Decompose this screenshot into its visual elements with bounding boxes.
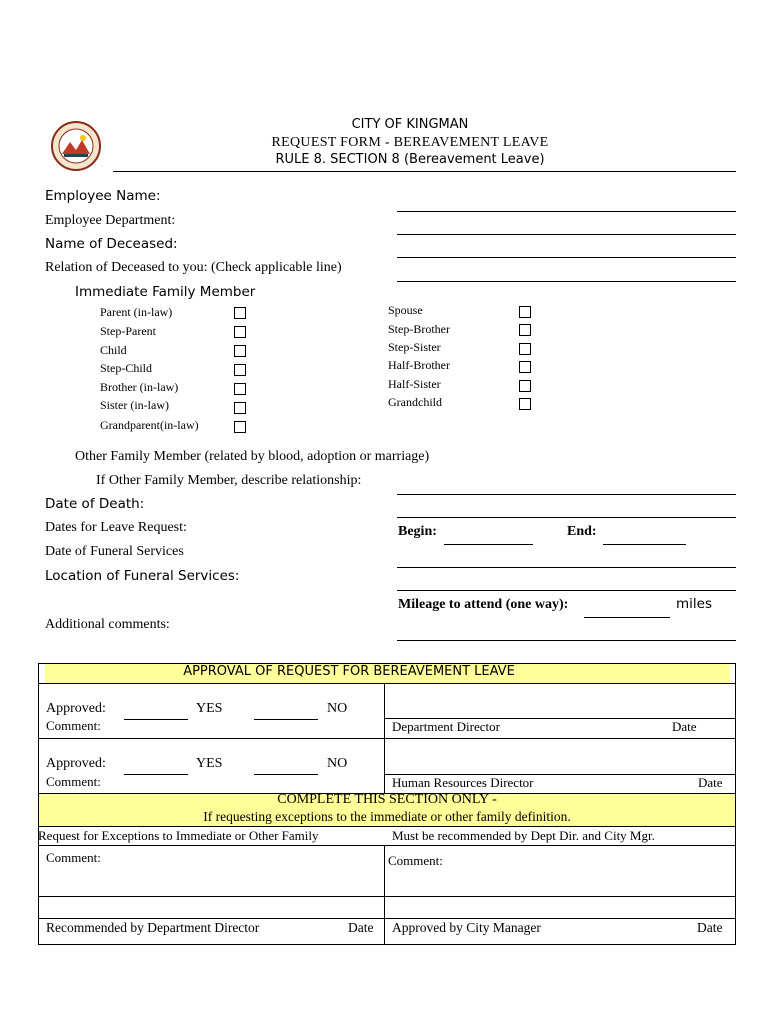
funeral-location-input-line[interactable] [397, 590, 736, 591]
yes-label-1: YES [196, 701, 223, 716]
approval-title: APPROVAL OF REQUEST FOR BEREAVEMENT LEAVE [183, 664, 515, 679]
no-label-2: NO [327, 756, 348, 771]
employee-name-label: Employee Name: [45, 188, 161, 204]
hr-director-label: Human Resources Director [392, 775, 534, 790]
exceptions-right-header: Must be recommended by Dept Dir. and City Mgr. [392, 828, 655, 843]
exception-comment-right: Comment: [388, 853, 443, 868]
funeral-date-input-line[interactable] [397, 567, 736, 568]
approved-no-line-1[interactable] [254, 719, 318, 720]
approved-yes-line-2[interactable] [124, 774, 188, 775]
rule-section: RULE 8. SECTION 8 (Bereavement Leave) [275, 152, 545, 167]
employee-name-input-line[interactable] [397, 211, 736, 212]
list-item: Child [100, 343, 127, 357]
checkbox-step-brother[interactable] [519, 324, 531, 336]
relation-input-line[interactable] [397, 281, 736, 282]
name-of-deceased-input-line[interactable] [397, 257, 736, 258]
date-label-4: Date [697, 920, 723, 935]
list-item: Step-Sister [388, 340, 441, 354]
begin-label: Begin: [398, 524, 437, 539]
end-input-line[interactable] [603, 544, 686, 545]
checkbox-step-sister[interactable] [519, 343, 531, 355]
list-item: Grandparent(in-law) [100, 418, 199, 432]
leave-request-label: Dates for Leave Request: [45, 520, 187, 535]
list-item: Parent (in-law) [100, 305, 173, 319]
checkbox-half-sister[interactable] [519, 380, 531, 392]
list-item: Half-Sister [388, 377, 441, 391]
exceptions-title: COMPLETE THIS SECTION ONLY - [277, 792, 497, 807]
divider [38, 683, 736, 684]
date-label-3: Date [348, 920, 374, 935]
checkbox-step-child[interactable] [234, 364, 246, 376]
date-of-death-input-line[interactable] [397, 517, 736, 518]
checkbox-half-brother[interactable] [519, 361, 531, 373]
divider [384, 845, 385, 945]
mileage-label: Mileage to attend (one way): [398, 597, 569, 612]
no-label-1: NO [327, 701, 348, 716]
date-label-1: Date [672, 719, 697, 734]
name-of-deceased-label: Name of Deceased: [45, 236, 178, 252]
divider [38, 826, 736, 827]
other-family-label: Other Family Member (related by blood, adoption or marriage) [75, 449, 430, 464]
begin-input-line[interactable] [444, 544, 533, 545]
divider [38, 738, 736, 739]
checkbox-step-parent[interactable] [234, 326, 246, 338]
divider [38, 845, 736, 846]
approved-by-label: Approved by City Manager [392, 920, 541, 935]
list-item: Brother (in-law) [100, 380, 179, 394]
approved-label-2: Approved: [46, 756, 106, 771]
exception-comment-left: Comment: [46, 850, 101, 865]
funeral-date-label: Date of Funeral Services [45, 544, 184, 559]
relation-label: Relation of Deceased to you: (Check applicable line) [45, 260, 342, 275]
comment-label-1: Comment: [46, 718, 101, 733]
other-family-describe-label: If Other Family Member, describe relationship: [96, 473, 362, 488]
immediate-family-heading: Immediate Family Member [75, 284, 256, 300]
employee-department-label: Employee Department: [45, 213, 176, 228]
list-item: Sister (in-law) [100, 398, 169, 412]
date-of-death-label: Date of Death: [45, 496, 145, 512]
comment-label-2: Comment: [46, 774, 101, 789]
checkbox-sister[interactable] [234, 402, 246, 414]
city-name: CITY OF KINGMAN [351, 117, 469, 132]
form-title: REQUEST FORM - BEREAVEMENT LEAVE [271, 135, 549, 150]
checkbox-child[interactable] [234, 345, 246, 357]
list-item: Step-Parent [100, 324, 156, 338]
mileage-input-line[interactable] [584, 617, 670, 618]
additional-comments-label: Additional comments: [45, 617, 170, 632]
list-item: Grandchild [388, 395, 442, 409]
funeral-location-label: Location of Funeral Services: [45, 568, 240, 584]
list-item: Step-Child [100, 361, 153, 375]
recommended-by-label: Recommended by Department Director [46, 920, 260, 935]
list-item: Half-Brother [388, 358, 450, 372]
approved-label-1: Approved: [46, 701, 106, 716]
checkbox-brother[interactable] [234, 383, 246, 395]
list-item: Spouse [388, 303, 423, 317]
header-rule-line [113, 171, 736, 172]
divider [38, 896, 736, 897]
miles-label: miles [676, 596, 712, 612]
relationship-input-line[interactable] [397, 494, 736, 495]
additional-comments-input-line[interactable] [397, 640, 736, 641]
approved-yes-line-1[interactable] [124, 719, 188, 720]
employee-department-input-line[interactable] [397, 234, 736, 235]
checkbox-grandparent[interactable] [234, 421, 246, 433]
exceptions-subtitle: If requesting exceptions to the immediate or other family definition. [203, 809, 571, 824]
yes-label-2: YES [196, 756, 223, 771]
recommended-signature-line[interactable] [38, 918, 736, 919]
exceptions-left-header: Request for Exceptions to Immediate or Other Family [38, 828, 319, 843]
date-label-2: Date [698, 775, 723, 790]
list-item: Step-Brother [388, 322, 450, 336]
checkbox-parent[interactable] [234, 307, 246, 319]
checkbox-grandchild[interactable] [519, 398, 531, 410]
dept-director-label: Department Director [392, 719, 500, 734]
approved-no-line-2[interactable] [254, 774, 318, 775]
end-label: End: [567, 524, 597, 539]
checkbox-spouse[interactable] [519, 306, 531, 318]
